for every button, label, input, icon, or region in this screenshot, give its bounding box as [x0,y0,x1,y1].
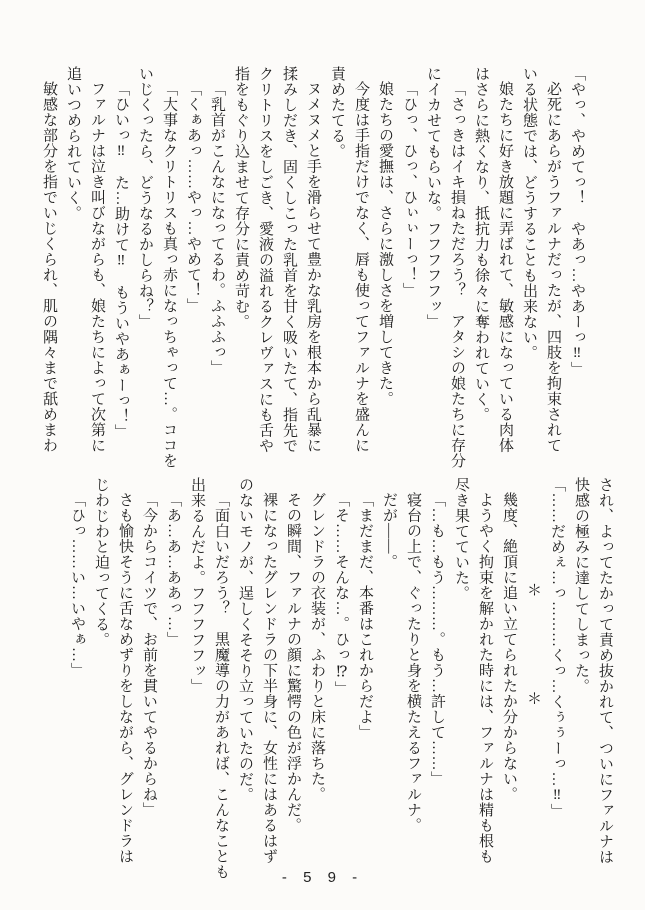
text-line: 寝台の上で、ぐったりと身を横たえるファルナ。 [405,492,421,833]
text-line: はさらに熱くなり、抵抗力も徐々に奪われていく。 [473,66,489,423]
text-line: 「まだまだ、本番はこれからだよ」 [357,492,373,740]
text-line: 「さっきはイキ損ねただろう？ アタシの娘たちに存分 [449,81,465,469]
text-line: 必死にあらがうファルナだったが、四肢を拘束されて [545,81,561,453]
text-line: 「ひっ……い…いやぁ…」 [69,492,85,678]
text-line: グレンドラの衣装が、ふわりと床に落ちた。 [309,492,325,802]
text-line: され、よってたかって責め抜かれて、ついにファルナは [597,477,613,865]
text-line: さも愉快そうに舌なめずりをしながら、グレンドラは [117,492,133,864]
text-line: いじくったら、どうなるかしらね？」 [137,66,153,330]
text-line: 「今からコイツで、お前を貫いてやるからね」 [141,492,157,818]
text-line: 「ひいっ‼ た…助けて‼ もういやあぁーっ！」 [113,81,129,440]
text-line: その瞬間、ファルナの顔に驚愕の色が浮かんだ。 [285,492,301,833]
text-line: 敏感な部分を指でいじくられ、肌の隅々まで舐めまわ [41,81,57,453]
text-line: ようやく拘束を解かれた時には、ファルナは精も根も [477,492,493,864]
text-line: 「…も…もう………。もう…許して……」 [429,492,445,787]
text-line: ファルナは泣き叫びながらも、娘たちによって次第に [89,81,105,453]
bottom-text-block [65,477,617,883]
text-line: 娘たちの愛撫は、さらに激しさを増してきた。 [377,81,393,407]
top-text-block [37,66,589,472]
text-line: にイカせてもらいな。フフフフフッ」 [425,66,441,330]
text-line: 「……だめぇ…っ………くっ…くぅぅーっ…‼」 [549,477,565,819]
text-line: いる状態では、どうすることも出来ない。 [521,66,537,361]
text-line: 幾度、絶頂に追い立てられたか分からない。 [501,492,517,802]
text-line: 尽き果てていた。 [453,477,469,601]
text-line: じわじわと迫ってくる。 [93,477,109,648]
text-line: クリトリスをしごき、愛液の溢れるクレヴァスにも舌や [257,66,273,454]
text-line: 裸になったグレンドラの下半身に、女性にはあるはず [261,492,277,864]
text-line: 「くぁあっ……やっ…やめて！」 [185,81,201,314]
text-line: 「乳首がこんなになってるわ。ふふふっ」 [209,81,225,376]
text-line: 娘たちに好き放題に弄ばれて、敏感になっている肉体 [497,81,513,453]
text-line: 今度は手指だけでなく、唇も使ってファルナを盛んに [353,81,369,453]
text-line: 指をもぐり込ませて存分に責め苛む。 [233,66,249,330]
text-line: 揉みしだき、固くしこった乳首を甘く吸いたて、指先で [281,66,297,454]
text-line: ヌメヌメと手を滑らせて豊かな乳房を根本から乱暴に [305,81,321,453]
text-line: のないモノが、逞しくそそり立っていたのだ。 [237,477,253,803]
text-line: 「ひっ、ひっ、ひぃぃーっ！」 [401,81,417,298]
scene-break-line: ＊ ＊ [525,582,541,706]
page-number: - 5 9 - [281,869,364,886]
text-line: 責めたてる。 [329,66,345,159]
text-line: 「そ……そんな…。ひっ⁉」 [333,492,349,697]
text-line: 出来るんだよ。フフフフフッ」 [189,477,205,694]
text-line: 「面白いだろう？ 黒魔導の力があれば、こんなことも [213,492,229,880]
text-line: 「あ…あ…ああっ…」 [165,492,181,647]
text-line: 快感の極みに達してしまった。 [573,477,589,694]
text-line: 「やっ、やめてっ！ やあっ…やあーっ‼」 [569,66,585,377]
text-line: 追いつめられていく。 [65,66,81,221]
text-line: だが――。 [381,492,397,570]
text-line: 「大事なクリトリスも真っ赤になっちゃって…。ココを [161,81,177,469]
